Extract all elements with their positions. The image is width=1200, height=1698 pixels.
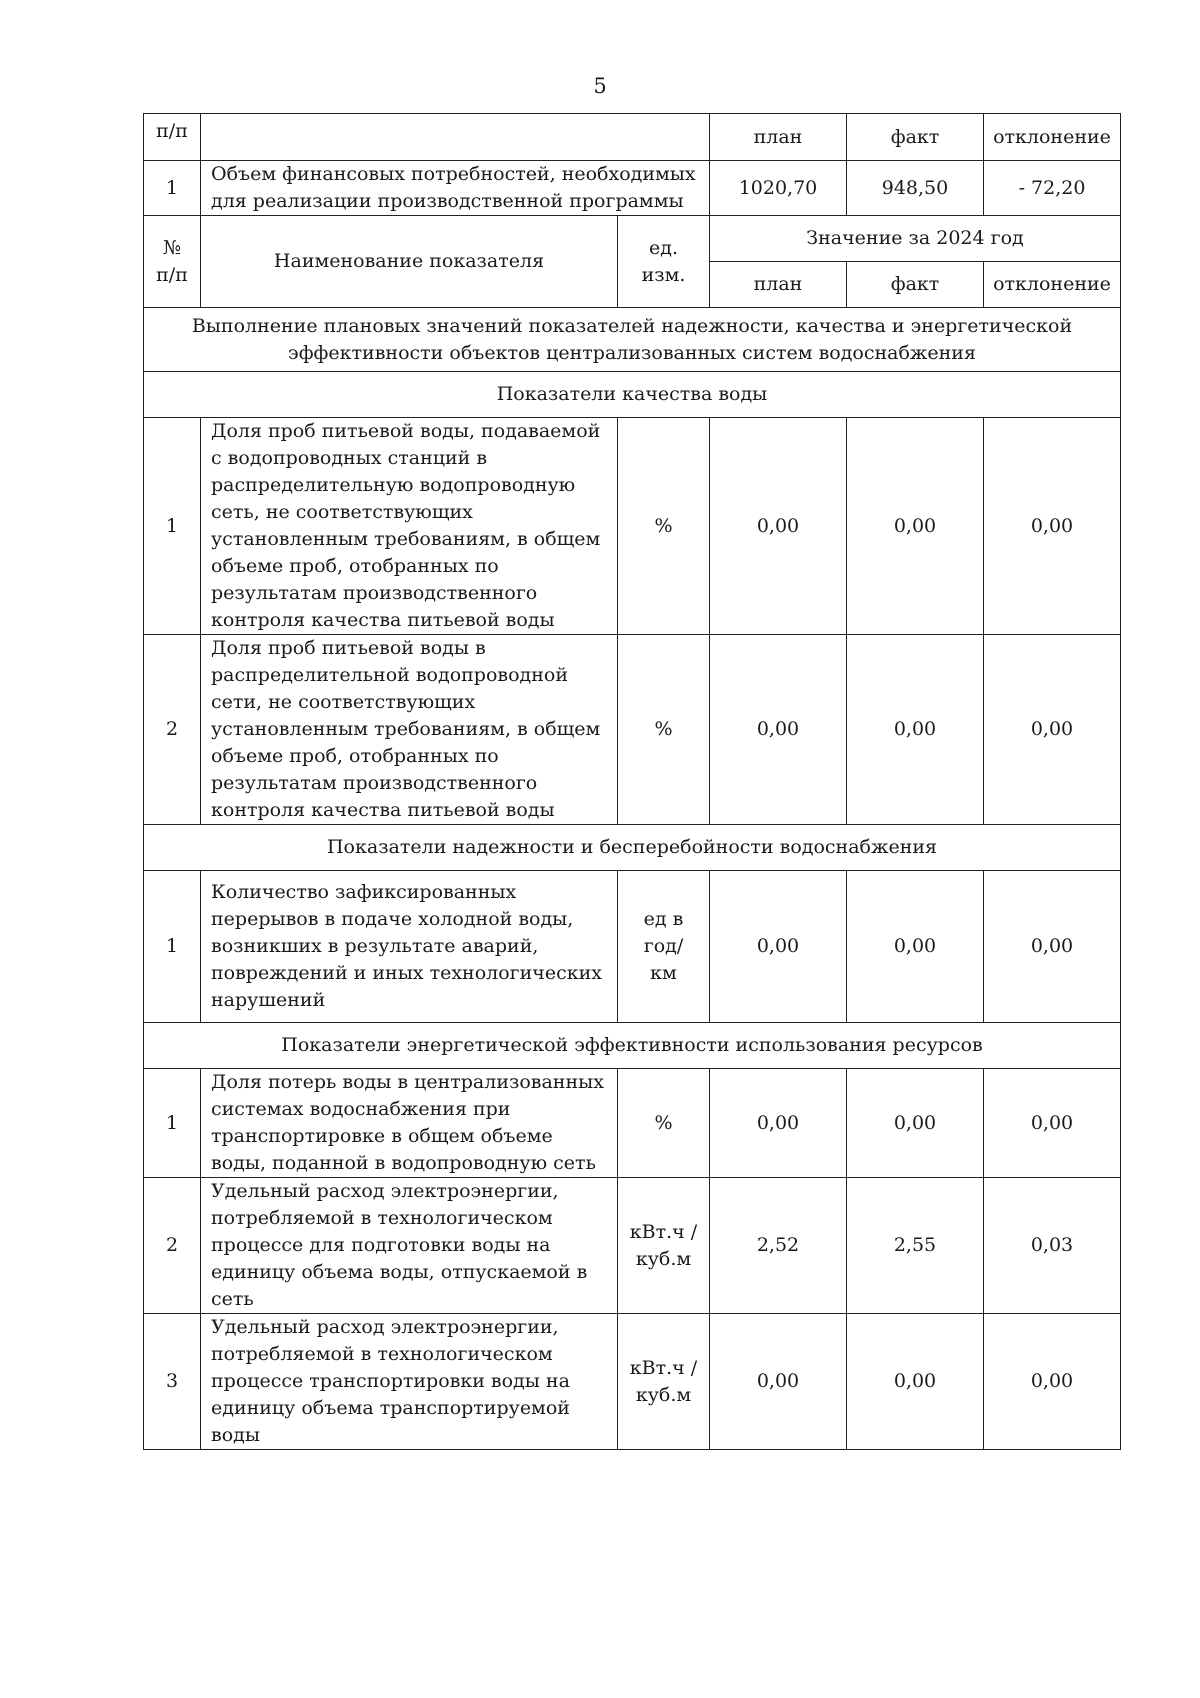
indicator-name-line: потребляемой в технологическом xyxy=(211,1343,553,1365)
main-title-line1: Выполнение плановых значений показателей надежности, качества и энергетической xyxy=(191,314,1073,337)
top-row-plan: 1020,70 xyxy=(710,161,847,216)
indicator-name-line: возникших в результате аварий, xyxy=(211,935,539,957)
unit-header-line2: изм. xyxy=(641,263,686,286)
indicator-unit-line: куб.м xyxy=(635,1383,692,1406)
indicator-unit-line: км xyxy=(650,962,677,984)
indicator-name-line: контроля качества питьевой воды xyxy=(211,799,555,821)
indicator-plan: 0,00 xyxy=(710,1069,847,1178)
indicator-name-line: повреждений и иных технологических xyxy=(211,962,602,984)
indicator-plan: 0,00 xyxy=(710,418,847,635)
indicator-plan: 0,00 xyxy=(710,871,847,1023)
indicator-plan: 0,00 xyxy=(710,635,847,825)
indicator-name-line: процессе для подготовки воды на xyxy=(211,1234,551,1256)
main-title-line2: эффективности объектов централизованных систем водоснабжения xyxy=(288,341,976,364)
indicator-name-line: нарушений xyxy=(211,989,326,1011)
indicator-fact: 0,00 xyxy=(847,871,984,1023)
indicator-num: 1 xyxy=(144,1069,201,1178)
indicator-fact: 0,00 xyxy=(847,418,984,635)
top-row-fact: 948,50 xyxy=(847,161,984,216)
indicator-fact: 0,00 xyxy=(847,1069,984,1178)
top-num-header: п/п xyxy=(144,114,201,161)
top-row-deviation: - 72,20 xyxy=(984,161,1121,216)
indicator-deviation: 0,00 xyxy=(984,635,1121,825)
indicator-unit-line: куб.м xyxy=(635,1247,692,1270)
top-header-row xyxy=(144,114,1121,161)
indicator-row xyxy=(144,635,1121,825)
name-header: Наименование показателя xyxy=(201,216,618,308)
deviation-header: отклонение xyxy=(984,262,1121,308)
top-plan-header: план xyxy=(710,114,847,161)
indicator-name xyxy=(201,871,618,1023)
indicator-name xyxy=(201,1314,618,1450)
section-title: Показатели надежности и бесперебойности водоснабжения xyxy=(144,825,1121,871)
indicator-name-line: процессе транспортировки воды на xyxy=(211,1370,570,1392)
indicator-name-line: сеть xyxy=(211,1288,254,1310)
indicator-unit xyxy=(618,1314,710,1450)
indicator-name-line: Удельный расход электроэнергии, xyxy=(211,1180,559,1202)
indicator-row xyxy=(144,1178,1121,1314)
unit-header-line1: ед. xyxy=(649,236,678,259)
indicator-unit xyxy=(618,1069,710,1178)
indicator-name-line: перерывов в подаче холодной воды, xyxy=(211,908,574,930)
indicator-row xyxy=(144,1069,1121,1178)
num-header-line1: № xyxy=(163,236,181,259)
indicator-plan: 0,00 xyxy=(710,1314,847,1450)
indicator-unit xyxy=(618,635,710,825)
main-title-row xyxy=(144,308,1121,372)
indicator-deviation: 0,00 xyxy=(984,1314,1121,1450)
indicator-name xyxy=(201,635,618,825)
indicator-name-line: результатам производственного xyxy=(211,772,538,794)
indicator-row xyxy=(144,871,1121,1023)
indicator-fact: 0,00 xyxy=(847,1314,984,1450)
indicator-num: 1 xyxy=(144,418,201,635)
indicator-fact: 2,55 xyxy=(847,1178,984,1314)
main-header-row-1 xyxy=(144,216,1121,262)
indicator-unit-line: кВт.ч / xyxy=(629,1220,698,1243)
indicator-unit xyxy=(618,871,710,1023)
indicator-name-line: Удельный расход электроэнергии, xyxy=(211,1316,559,1338)
top-data-row xyxy=(144,161,1121,216)
indicator-name-line: объеме проб, отобранных по xyxy=(211,745,499,767)
indicator-name-line: потребляемой в технологическом xyxy=(211,1207,553,1229)
indicator-name-line: контроля качества питьевой воды xyxy=(211,609,555,631)
indicator-name xyxy=(201,418,618,635)
indicator-unit xyxy=(618,1178,710,1314)
top-empty-header xyxy=(201,114,710,161)
indicator-deviation: 0,03 xyxy=(984,1178,1121,1314)
indicator-name-line: Доля проб питьевой воды в xyxy=(211,637,486,659)
indicator-name-line: сети, не соответствующих xyxy=(211,691,476,713)
unit-header xyxy=(618,216,710,308)
page-number: 5 xyxy=(593,74,607,98)
indicator-unit-line: ед в xyxy=(643,908,684,930)
indicator-name-line: единицу объема воды, отпускаемой в xyxy=(211,1261,588,1283)
top-row-name: Объем финансовых потребностей, необходимых для реализации производственной программы xyxy=(201,161,710,216)
indicator-unit-line: % xyxy=(654,514,673,537)
indicator-row xyxy=(144,1314,1121,1450)
top-fact-header: факт xyxy=(847,114,984,161)
indicator-name-line: Доля потерь воды в централизованных xyxy=(211,1071,604,1093)
indicator-name-line: установленным требованиям, в общем xyxy=(211,528,601,550)
indicator-fact: 0,00 xyxy=(847,635,984,825)
indicator-name-line: системах водоснабжения при xyxy=(211,1098,511,1120)
indicator-name-line: Доля проб питьевой воды, подаваемой xyxy=(211,420,601,442)
section-row xyxy=(144,372,1121,418)
indicator-unit xyxy=(618,418,710,635)
num-header-line2: п/п xyxy=(156,263,188,286)
indicator-unit-line: % xyxy=(654,1111,673,1134)
indicator-name xyxy=(201,1069,618,1178)
indicator-deviation: 0,00 xyxy=(984,871,1121,1023)
top-deviation-header: отклонение xyxy=(984,114,1121,161)
section-row xyxy=(144,1023,1121,1069)
top-row-num: 1 xyxy=(144,161,201,216)
indicator-deviation: 0,00 xyxy=(984,418,1121,635)
indicator-num: 1 xyxy=(144,871,201,1023)
plan-header: план xyxy=(710,262,847,308)
indicator-name-line: объеме проб, отобранных по xyxy=(211,555,499,577)
indicator-unit-line: % xyxy=(654,718,673,740)
indicator-name xyxy=(201,1178,618,1314)
indicator-num: 3 xyxy=(144,1314,201,1450)
section-title: Показатели качества воды xyxy=(144,372,1121,418)
indicator-name-line: Количество зафиксированных xyxy=(211,881,517,903)
indicator-name-line: результатам производственного xyxy=(211,582,538,604)
indicator-name-line: транспортировке в общем объеме xyxy=(211,1125,553,1147)
indicator-name-line: сеть, не соответствующих xyxy=(211,501,473,523)
indicator-plan: 2,52 xyxy=(710,1178,847,1314)
main-title xyxy=(144,308,1121,372)
indicator-unit-line: кВт.ч / xyxy=(629,1356,698,1379)
indicator-unit-line: год/ xyxy=(643,935,684,957)
indicator-name-line: установленным требованиям, в общем xyxy=(211,718,601,740)
indicator-num: 2 xyxy=(144,1178,201,1314)
indicator-row xyxy=(144,418,1121,635)
fact-header: факт xyxy=(847,262,984,308)
indicator-name-line: воды, поданной в водопроводную сеть xyxy=(211,1152,596,1174)
indicator-num: 2 xyxy=(144,635,201,825)
section-title: Показатели энергетической эффективности использования ресурсов xyxy=(144,1023,1121,1069)
num-header xyxy=(144,216,201,308)
period-header: Значение за 2024 год xyxy=(710,216,1121,262)
indicator-name-line: единицу объема транспортируемой xyxy=(211,1397,570,1419)
indicator-name-line: воды xyxy=(211,1424,260,1446)
indicators-table xyxy=(143,113,1121,1450)
indicator-name-line: распределительную водопроводную xyxy=(211,474,576,496)
section-row xyxy=(144,825,1121,871)
indicator-name-line: с водопроводных станций в xyxy=(211,447,488,469)
indicator-name-line: распределительной водопроводной xyxy=(211,664,568,686)
indicator-deviation: 0,00 xyxy=(984,1069,1121,1178)
